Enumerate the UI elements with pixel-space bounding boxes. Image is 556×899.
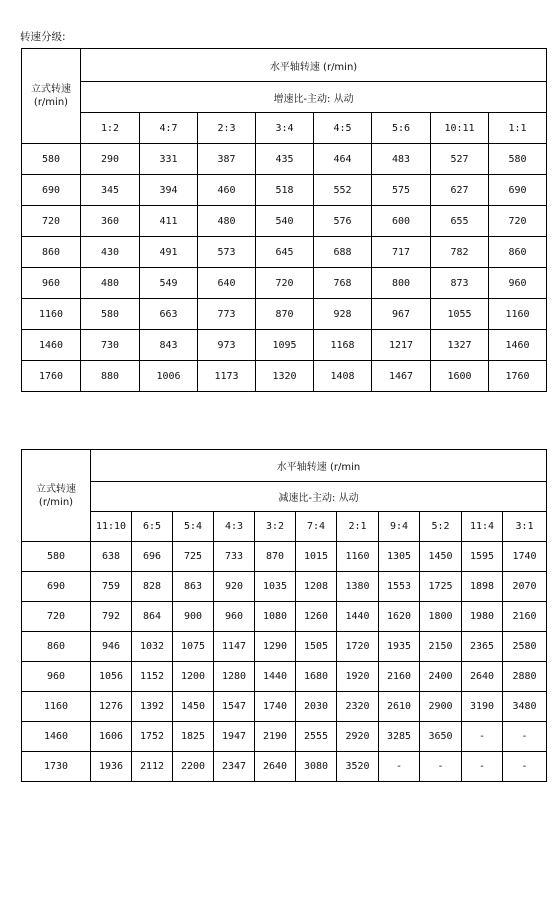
vertical-speed-cell: 860 [22,237,81,268]
table-cell: 1505 [296,632,337,662]
table-cell: 864 [132,602,173,632]
table-cell: 1440 [337,602,379,632]
table-cell: 2320 [337,692,379,722]
table-cell: 717 [372,237,431,268]
table-cell: 1260 [296,602,337,632]
table-cell: 640 [198,268,256,299]
table-cell: 1392 [132,692,173,722]
table-cell: 1606 [91,722,132,752]
ratio-header-cell: 6:5 [132,512,173,542]
ratio-header-cell: 4:7 [140,113,198,144]
table-cell: 518 [256,175,314,206]
table-row [22,361,547,392]
table-cell: 663 [140,299,198,330]
table-cell: 1200 [173,662,214,692]
table-cell: 768 [314,268,372,299]
ratio-header-cell: 5:4 [173,512,214,542]
table-cell: 2150 [420,632,462,662]
table-row [22,175,547,206]
ratio-header-cell: 5:2 [420,512,462,542]
table-cell: 1147 [214,632,255,662]
ratio-header-cell: 5:6 [372,113,431,144]
table-cell: 2610 [379,692,420,722]
table-cell: 873 [431,268,489,299]
vertical-speed-cell: 960 [22,268,81,299]
table-cell: 1095 [256,330,314,361]
table-cell: 3285 [379,722,420,752]
vertical-speed-cell: 1160 [22,692,91,722]
table-cell: 1290 [255,632,296,662]
table-cell: 730 [81,330,140,361]
table-cell: 2880 [503,662,547,692]
table-cell: 1620 [379,602,420,632]
vertical-speed-cell: 860 [22,632,91,662]
table-cell: 1460 [489,330,547,361]
ratio-header-cell: 2:1 [337,512,379,542]
table-cell: 1152 [132,662,173,692]
table-cell: 690 [489,175,547,206]
table-cell: 549 [140,268,198,299]
table-cell: 480 [198,206,256,237]
table-cell: 860 [489,237,547,268]
vertical-speed-cell: 690 [22,572,91,602]
table-cell: 580 [489,144,547,175]
table-cell: 2365 [462,632,503,662]
table-cell: 1035 [255,572,296,602]
table-cell: 967 [372,299,431,330]
table-cell: 1920 [337,662,379,692]
table-cell: 880 [81,361,140,392]
group-header: 水平轴转速 (r/min [91,450,547,482]
table-cell: 1800 [420,602,462,632]
vertical-speed-cell: 720 [22,206,81,237]
vertical-speed-cell: 960 [22,662,91,692]
table-cell: 2640 [255,752,296,782]
table-cell: 960 [489,268,547,299]
table-row [22,692,547,722]
section-heading: 转速分级: [20,31,66,43]
table-cell: 1600 [431,361,489,392]
table-cell: 828 [132,572,173,602]
table-cell: 733 [214,542,255,572]
table-cell: 1740 [503,542,547,572]
row-header-title: 立式转速 [36,483,76,495]
table-cell: 345 [81,175,140,206]
ratio-header-cell: 10:11 [431,113,489,144]
ratio-header-cell: 9:4 [379,512,420,542]
table-cell: 800 [372,268,431,299]
table-row [22,268,547,299]
table-cell: 1467 [372,361,431,392]
table-cell: 1408 [314,361,372,392]
table-cell: 435 [256,144,314,175]
table-cell: 460 [198,175,256,206]
ratio-header-row [22,113,547,144]
row-header-cell [22,450,91,542]
table-cell: 1380 [337,572,379,602]
table-cell: 1725 [420,572,462,602]
table-cell: 1160 [489,299,547,330]
table-cell: 3520 [337,752,379,782]
ratio-header-cell: 3:4 [256,113,314,144]
table-cell: 3650 [420,722,462,752]
table-row [22,144,547,175]
table-cell: 920 [214,572,255,602]
ratio-header-cell: 1:2 [81,113,140,144]
table-cell: 725 [173,542,214,572]
ratio-header-cell: 3:2 [255,512,296,542]
vertical-speed-cell: 690 [22,175,81,206]
table-cell: 2555 [296,722,337,752]
table-cell: 696 [132,542,173,572]
speed-up-ratio-table [21,48,547,392]
table-cell: 1740 [255,692,296,722]
table-cell: 1947 [214,722,255,752]
table-cell: 411 [140,206,198,237]
table-row [22,542,547,572]
table-cell: 1320 [256,361,314,392]
table-cell: 3080 [296,752,337,782]
table-cell: 2112 [132,752,173,782]
table-row [22,752,547,782]
table-cell: - [462,752,503,782]
row-header-unit: (r/min) [38,496,74,508]
table-cell: 331 [140,144,198,175]
table-cell: 1056 [91,662,132,692]
row-header-unit: (r/min) [33,97,69,108]
table-cell: 387 [198,144,256,175]
table-cell: 1160 [337,542,379,572]
table-cell: 1055 [431,299,489,330]
table-cell: 1208 [296,572,337,602]
table-cell: 627 [431,175,489,206]
table-cell: 2030 [296,692,337,722]
table-row [22,722,547,752]
table-cell: 552 [314,175,372,206]
table-cell: 946 [91,632,132,662]
table-cell: 1752 [132,722,173,752]
table-cell: 3480 [503,692,547,722]
table-cell: 782 [431,237,489,268]
table-cell: 491 [140,237,198,268]
vertical-speed-cell: 1160 [22,299,81,330]
table-cell: 575 [372,175,431,206]
table-cell: 2160 [379,662,420,692]
ratio-header-cell: 2:3 [198,113,256,144]
table-cell: 1547 [214,692,255,722]
ratio-header-cell: 7:4 [296,512,337,542]
table-cell: 1006 [140,361,198,392]
table-cell: 1898 [462,572,503,602]
vertical-speed-cell: 1460 [22,330,81,361]
table-cell: 1720 [337,632,379,662]
table-cell: 2200 [173,752,214,782]
table-cell: - [462,722,503,752]
table-cell: 1280 [214,662,255,692]
table-cell: 1173 [198,361,256,392]
table-cell: 1032 [132,632,173,662]
table-cell: - [420,752,462,782]
table-cell: 1980 [462,602,503,632]
table-cell: 573 [198,237,256,268]
table-cell: 290 [81,144,140,175]
table-cell: 638 [91,542,132,572]
vertical-speed-cell: 1760 [22,361,81,392]
table-cell: 1327 [431,330,489,361]
table-cell: 720 [256,268,314,299]
table-row [22,662,547,692]
table-row [22,206,547,237]
table-cell: 2920 [337,722,379,752]
table-cell: 1760 [489,361,547,392]
table-cell: 1217 [372,330,431,361]
table-cell: 645 [256,237,314,268]
table-cell: 580 [81,299,140,330]
table-cell: 2900 [420,692,462,722]
table-cell: 1015 [296,542,337,572]
table-cell: 464 [314,144,372,175]
table-cell: 1936 [91,752,132,782]
table-cell: 773 [198,299,256,330]
table-cell: 960 [214,602,255,632]
table-cell: 1553 [379,572,420,602]
ratio-header-cell: 11:4 [462,512,503,542]
table-cell: 2160 [503,602,547,632]
table-cell: - [503,752,547,782]
vertical-speed-cell: 580 [22,144,81,175]
table-cell: 1450 [173,692,214,722]
table-cell: 792 [91,602,132,632]
table-row [22,237,547,268]
ratio-subheader: 减速比-主动: 从动 [91,482,547,512]
table-cell: 655 [431,206,489,237]
table-cell: 688 [314,237,372,268]
table-row [22,299,547,330]
table-cell: 430 [81,237,140,268]
table-cell: 540 [256,206,314,237]
table-cell: 394 [140,175,198,206]
ratio-header-cell: 3:1 [503,512,547,542]
table-cell: 483 [372,144,431,175]
table-cell: - [379,752,420,782]
group-header: 水平轴转速 (r/min) [81,49,547,82]
table-cell: 2190 [255,722,296,752]
table-cell: 2347 [214,752,255,782]
table-body [22,542,547,782]
table-cell: 900 [173,602,214,632]
ratio-header-cell: 1:1 [489,113,547,144]
table-cell: 973 [198,330,256,361]
ratio-subheader: 增速比-主动: 从动 [81,82,547,113]
vertical-speed-cell: 1460 [22,722,91,752]
table-cell: 576 [314,206,372,237]
table-cell: 600 [372,206,431,237]
speed-down-ratio-table [21,449,547,782]
table-cell: 720 [489,206,547,237]
table-cell: 2400 [420,662,462,692]
table-cell: 1825 [173,722,214,752]
ratio-header-cell: 11:10 [91,512,132,542]
table-cell: 759 [91,572,132,602]
table-cell: 1075 [173,632,214,662]
table-cell: 1276 [91,692,132,722]
table-cell: 870 [255,542,296,572]
table-cell: 843 [140,330,198,361]
table-cell: 1168 [314,330,372,361]
table-cell: 527 [431,144,489,175]
ratio-header-cell: 4:3 [214,512,255,542]
table-cell: 2070 [503,572,547,602]
row-header-cell [22,49,81,144]
table-cell: 1935 [379,632,420,662]
table-cell: 1450 [420,542,462,572]
table-cell: 2640 [462,662,503,692]
table-body [22,144,547,392]
vertical-speed-cell: 720 [22,602,91,632]
table-cell: 1080 [255,602,296,632]
table-cell: 3190 [462,692,503,722]
table-cell: 1440 [255,662,296,692]
table-row [22,602,547,632]
vertical-speed-cell: 580 [22,542,91,572]
vertical-speed-cell: 1730 [22,752,91,782]
table-row [22,572,547,602]
table-cell: 360 [81,206,140,237]
table-cell: 480 [81,268,140,299]
row-header-title: 立式转速 [31,84,71,95]
table-cell: 1680 [296,662,337,692]
table-cell: 863 [173,572,214,602]
table-cell: - [503,722,547,752]
ratio-header-cell: 4:5 [314,113,372,144]
table-cell: 1595 [462,542,503,572]
table-row [22,330,547,361]
table-row [22,632,547,662]
table-cell: 870 [256,299,314,330]
table-cell: 2580 [503,632,547,662]
table-cell: 928 [314,299,372,330]
table-cell: 1305 [379,542,420,572]
ratio-header-row [22,512,547,542]
